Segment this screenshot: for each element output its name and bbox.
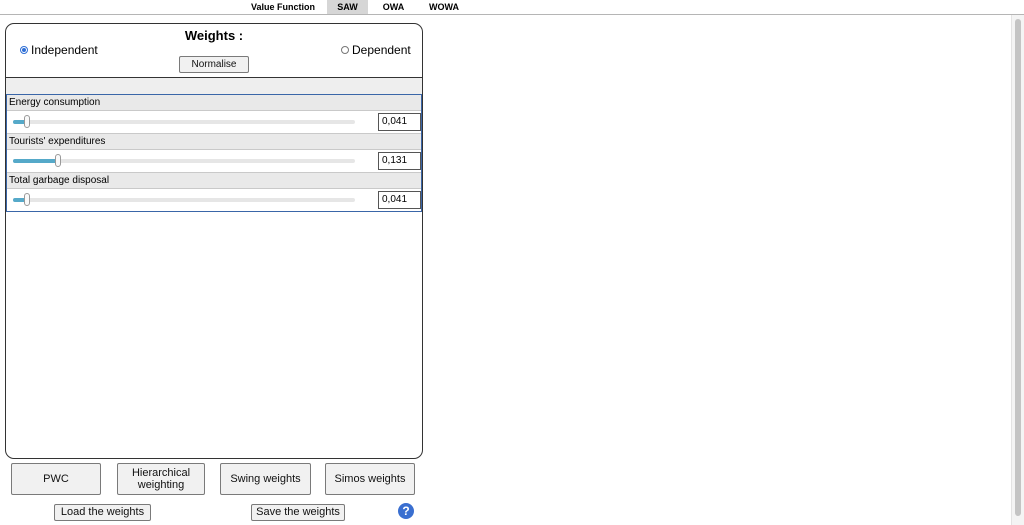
weights-header <box>6 24 422 78</box>
weight-slider-thumb[interactable] <box>24 193 30 206</box>
weight-slider-thumb[interactable] <box>24 115 30 128</box>
weight-value-input[interactable]: 0,041 <box>378 113 421 131</box>
weight-slider-track[interactable] <box>13 120 355 124</box>
weight-slider-track[interactable] <box>13 198 355 202</box>
independent-radio-option[interactable] <box>20 43 98 57</box>
criterion-name: Energy consumption <box>7 95 421 110</box>
criterion-weight-row <box>7 110 421 133</box>
weight-value-input[interactable]: 0,041 <box>378 191 421 209</box>
criterion-name: Total garbage disposal <box>7 172 421 188</box>
hierarchical-weighting-button[interactable]: Hierarchical weighting <box>117 463 205 495</box>
tab-owa[interactable]: OWA <box>382 2 405 12</box>
weights-title: Weights : <box>184 28 244 43</box>
tab-value-function[interactable]: Value Function <box>250 2 315 12</box>
criteria-header-strip <box>6 78 422 94</box>
dependent-radio-option[interactable] <box>341 43 411 57</box>
scrollbar-thumb[interactable] <box>1015 19 1021 516</box>
dependent-radio-icon[interactable] <box>341 46 349 54</box>
swing-weights-button[interactable]: Swing weights <box>220 463 311 495</box>
weight-slider-fill <box>13 159 58 163</box>
save-weights-button[interactable]: Save the weights <box>251 504 345 521</box>
criterion-weight-row <box>7 188 421 211</box>
dependent-label: Dependent <box>352 43 411 57</box>
criteria-list <box>6 94 422 212</box>
weight-value-input[interactable]: 0,131 <box>378 152 421 170</box>
independent-label: Independent <box>31 43 98 57</box>
criterion-weight-row <box>7 149 421 172</box>
weights-panel <box>5 23 423 459</box>
normalise-button[interactable]: Normalise <box>179 56 249 73</box>
load-weights-button[interactable]: Load the weights <box>54 504 151 521</box>
tab-saw[interactable]: SAW <box>327 0 368 14</box>
criterion-name: Tourists' expenditures <box>7 133 421 149</box>
tab-wowa[interactable]: WOWA <box>429 2 459 12</box>
method-tab-bar <box>0 0 1024 15</box>
weight-slider-thumb[interactable] <box>55 154 61 167</box>
independent-radio-icon[interactable] <box>20 46 28 54</box>
weight-slider-track[interactable] <box>13 159 355 163</box>
page-scrollbar[interactable] <box>1011 15 1024 525</box>
simos-weights-button[interactable]: Simos weights <box>325 463 415 495</box>
help-icon[interactable]: ? <box>398 503 414 519</box>
pwc-button[interactable]: PWC <box>11 463 101 495</box>
